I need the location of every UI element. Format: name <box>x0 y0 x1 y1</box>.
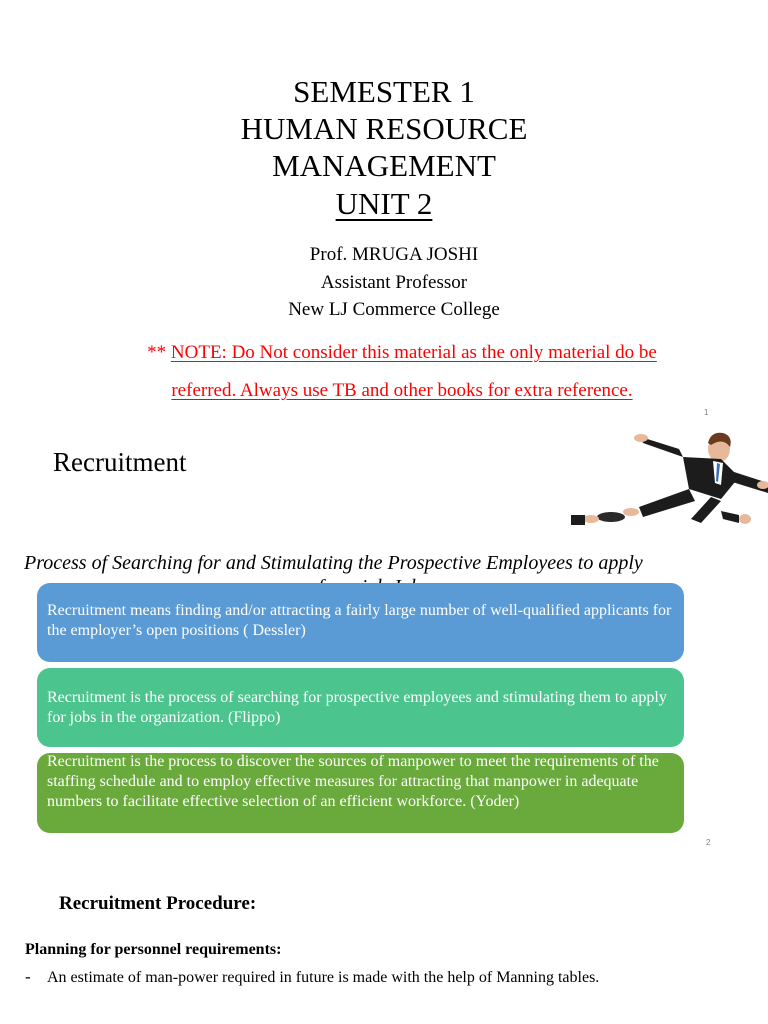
note-text-1: NOTE: Do Not consider this material as the only material do be <box>170 342 657 363</box>
definition-text-flippo: Recruitment is the process of searching for prospective employees and stimulating them to apply for jobs in the organization. (Flippo) <box>47 688 667 726</box>
note-line-1 <box>0 341 768 365</box>
title-subject-line2: MANAGEMENT <box>272 148 496 183</box>
note-prefix: ** <box>147 342 171 363</box>
title-unit: UNIT 2 <box>335 186 433 221</box>
definition-text-dessler: Recruitment means finding and/or attracting a fairly large number of well-qualified applicants for the employer’s open positions ( Dessler) <box>47 601 672 639</box>
author-designation: Assistant Professor <box>320 272 468 293</box>
definition-text-yoder: Recruitment is the process to discover the sources of manpower to meet the requirements of the staffing schedule and to employ effective measures for attracting that manpower in adequate numbers to facilitate effective selection of an efficient workforce. (Yoder) <box>47 753 659 810</box>
author-name: Prof. MRUGA JOSHI <box>309 244 479 265</box>
recruitment-subtitle: Process of Searching for and Stimulating the Prospective Employees to apply <box>24 552 643 574</box>
title-unit-wrap <box>0 185 768 222</box>
title-semester: SEMESTER 1 <box>293 74 475 109</box>
page-number-2: 2 <box>706 838 711 847</box>
bullet-text: An estimate of man-power required in future is made with the help of Manning tables. <box>47 969 600 986</box>
note-text-2: referred. Always use TB and other books for extra reference. <box>171 380 633 401</box>
definition-box-flippo <box>37 668 684 747</box>
planning-subheading: Planning for personnel requirements: <box>25 941 282 958</box>
bullet-dash: - <box>25 967 31 986</box>
author-college: New LJ Commerce College <box>288 299 500 320</box>
title-subject-line1: HUMAN RESOURCE <box>240 111 528 146</box>
recruitment-procedure-heading: Recruitment Procedure: <box>59 893 257 914</box>
page-number-1: 1 <box>704 408 709 417</box>
definition-box-dessler <box>37 583 684 662</box>
businessman-photo <box>571 427 768 525</box>
note-line-2 <box>0 379 768 403</box>
definition-box-yoder <box>37 753 684 833</box>
recruitment-heading: Recruitment <box>53 447 187 477</box>
